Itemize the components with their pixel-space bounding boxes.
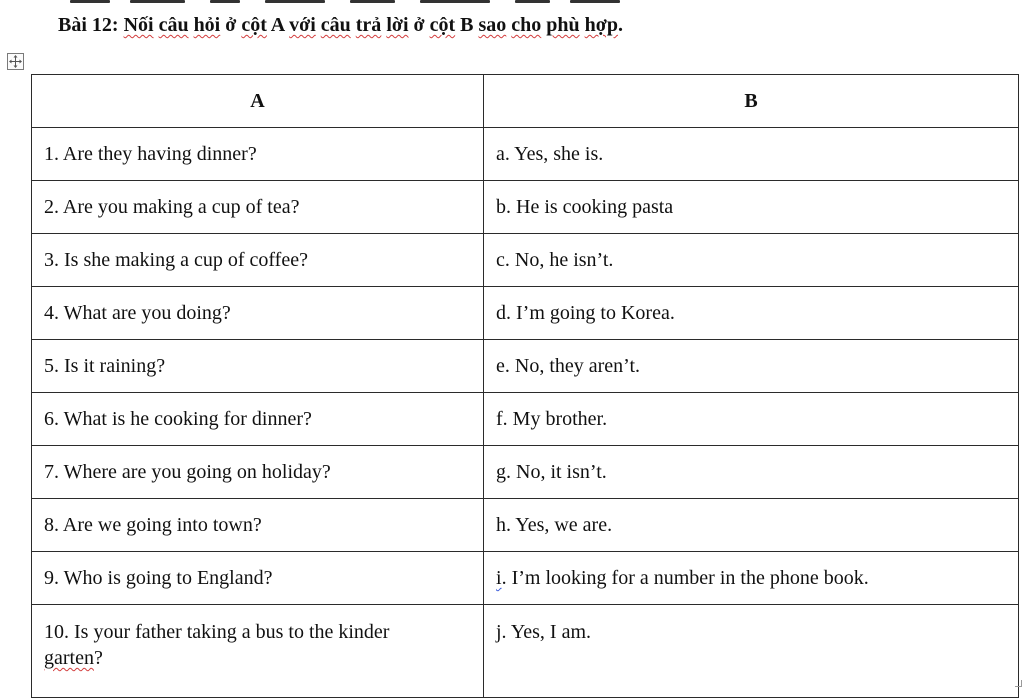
answer-text: . I’m looking for a number in the phone book. bbox=[501, 567, 869, 589]
question-cell: 5. Is it raining? bbox=[32, 340, 484, 393]
table-row bbox=[32, 340, 1019, 393]
answer-cell bbox=[484, 552, 1019, 605]
table-row bbox=[32, 234, 1019, 287]
exercise-heading: Bài 12: Nối câu hỏi ở cột A với câu trả lời ở cột B sao cho phù hợp. bbox=[58, 14, 623, 36]
question-cell: 9. Who is going to England? bbox=[32, 552, 484, 605]
answer-cell: j. Yes, I am. bbox=[484, 605, 1019, 698]
table-row bbox=[32, 552, 1019, 605]
question-cell: 2. Are you making a cup of tea? bbox=[32, 181, 484, 234]
question-wrapped-word: garten bbox=[44, 647, 94, 669]
table-row bbox=[32, 605, 1019, 698]
table-row bbox=[32, 128, 1019, 181]
question-cell: 6. What is he cooking for dinner? bbox=[32, 393, 484, 446]
matching-table bbox=[31, 74, 1019, 698]
answer-cell: d. I’m going to Korea. bbox=[484, 287, 1019, 340]
answer-cell: f. My brother. bbox=[484, 393, 1019, 446]
answer-cell: g. No, it isn’t. bbox=[484, 446, 1019, 499]
question-cell: 7. Where are you going on holiday? bbox=[32, 446, 484, 499]
answer-cell: b. He is cooking pasta bbox=[484, 181, 1019, 234]
answer-cell: a. Yes, she is. bbox=[484, 128, 1019, 181]
question-end: ? bbox=[93, 647, 103, 669]
table-header-row bbox=[32, 75, 1019, 128]
table-row bbox=[32, 446, 1019, 499]
page-corner-mark bbox=[1015, 680, 1022, 687]
table-row bbox=[32, 393, 1019, 446]
table-row bbox=[32, 287, 1019, 340]
cropped-previous-line bbox=[60, 0, 680, 4]
question-cell: 3. Is she making a cup of coffee? bbox=[32, 234, 484, 287]
answer-cell: e. No, they aren’t. bbox=[484, 340, 1019, 393]
answer-letter: i bbox=[496, 567, 502, 589]
column-a-header: A bbox=[32, 75, 484, 128]
column-b-header: B bbox=[484, 75, 1019, 128]
question-first-line: 10. Is your father taking a bus to the kinder bbox=[44, 621, 390, 643]
move-arrows-icon[interactable] bbox=[7, 53, 24, 70]
table-row bbox=[32, 181, 1019, 234]
question-cell: 1. Are they having dinner? bbox=[32, 128, 484, 181]
answer-cell: c. No, he isn’t. bbox=[484, 234, 1019, 287]
question-cell: 8. Are we going into town? bbox=[32, 499, 484, 552]
question-cell bbox=[32, 605, 484, 698]
table-row bbox=[32, 499, 1019, 552]
question-cell: 4. What are you doing? bbox=[32, 287, 484, 340]
move-arrows-glyph bbox=[9, 55, 22, 68]
answer-cell: h. Yes, we are. bbox=[484, 499, 1019, 552]
